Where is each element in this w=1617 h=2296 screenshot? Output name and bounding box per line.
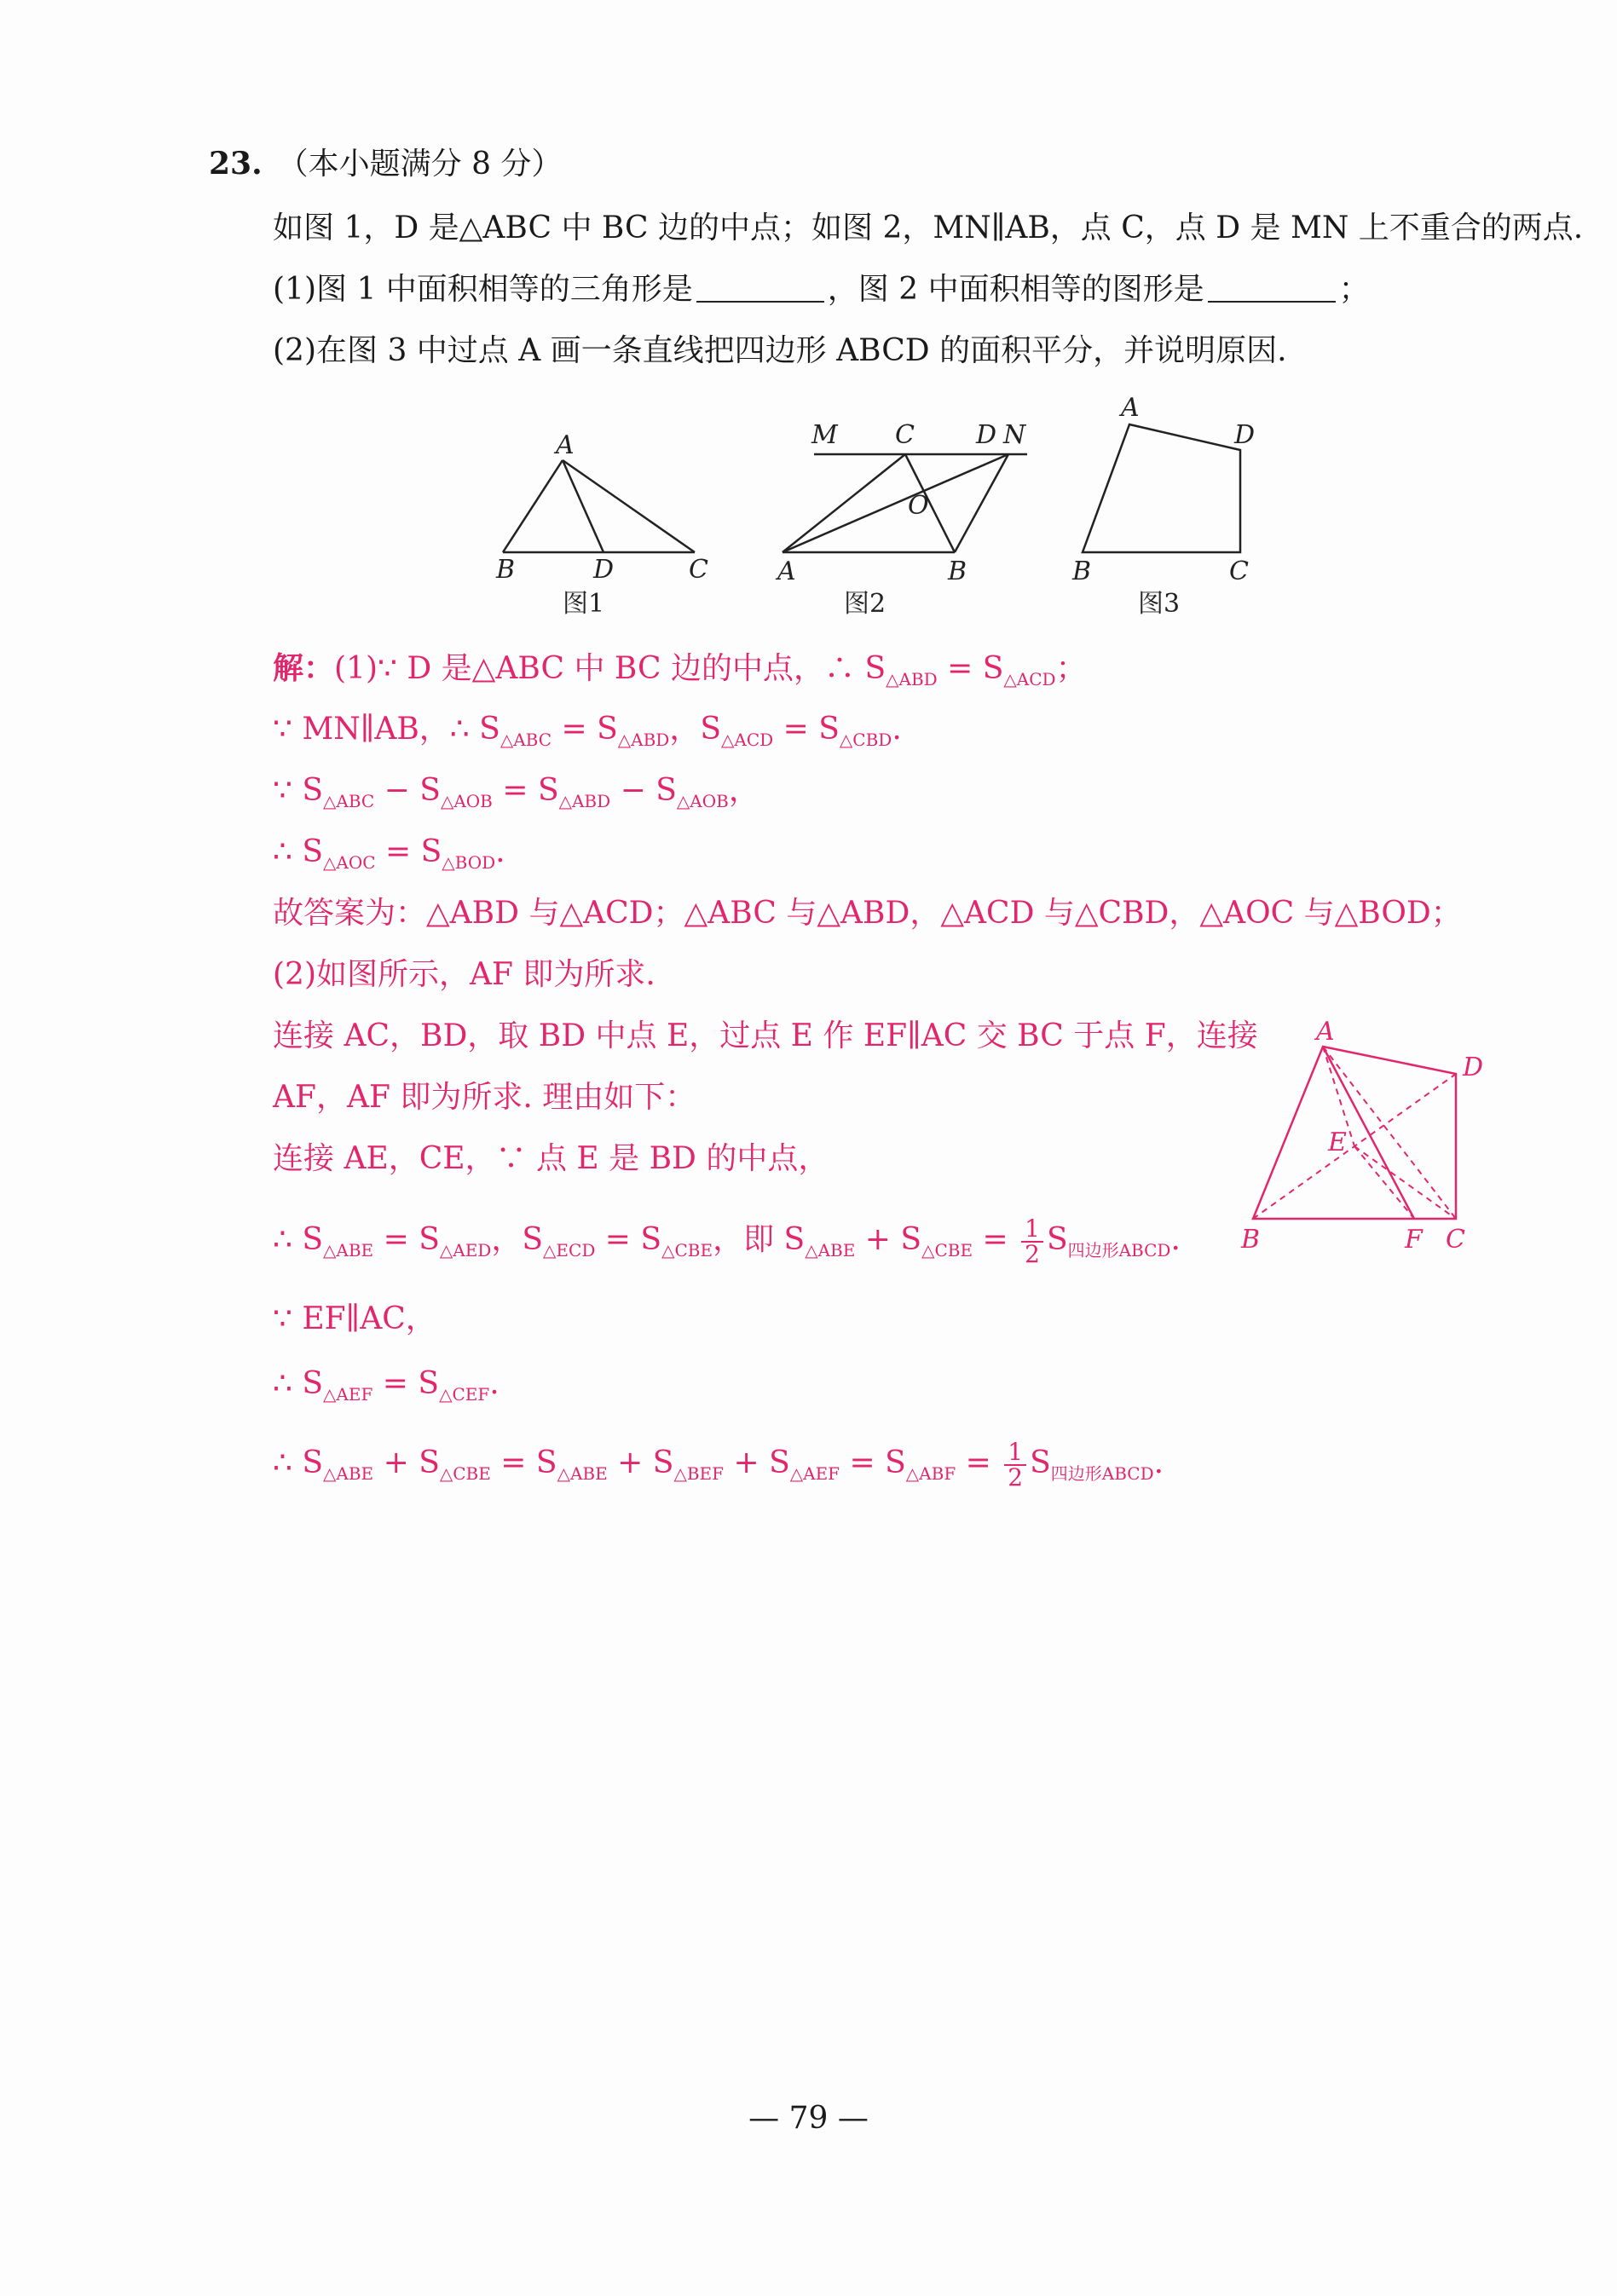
fig4-label-b: B [1241, 1225, 1261, 1255]
question-part1: (1)图 1 中面积相等的三角形是 ，图 2 中面积相等的图形是 ； [273, 272, 1370, 307]
question-header [209, 143, 562, 185]
fig4-label-a: A [1316, 1017, 1335, 1047]
fig2-label-o: O [908, 491, 929, 521]
solution-part2-3: AF，AF 即为所求. 理由如下： [273, 1080, 696, 1115]
question-intro: 如图 1，D 是△ABC 中 BC 边的中点；如图 2，MN∥AB，点 C，点 D 是 MN 上不重合的两点. [273, 211, 1584, 245]
fig2-label-m: M [811, 420, 838, 450]
fig2-label-a: A [777, 557, 796, 586]
solution-part2-8: ∴ $S_{\triangle ABE} + S_{\triangle CBE} = S_{\triangle ABE} + S_{\triangle BEF} + S_{\triangle AEF} = S_{\triangle ABF}$ = $\frac{1}{2}$ $S_{四边形ABCD}$. [273, 1438, 1164, 1491]
fraction-half: $\frac{1}{2}$ [1021, 1217, 1043, 1266]
answer-blank-1 [696, 275, 824, 303]
fig4-label-f: F [1405, 1225, 1423, 1255]
fig2-label-b: B [948, 557, 967, 586]
fig1-caption: 图1 [563, 589, 605, 619]
solution-line-4: ∴ $S_{\triangle AOC} = S_{\triangle BOD}$. [273, 834, 505, 873]
solution-answer: 故答案为：△ABD 与△ACD；△ABC 与△ABD，△ACD 与△CBD，△AOC 与△BOD； [273, 896, 1462, 931]
fig3-label-d: D [1234, 420, 1256, 450]
question-part2: (2)在图 3 中过点 A 画一条直线把四边形 ABCD 的面积平分，并说明原因. [273, 333, 1287, 368]
fig2-caption: 图2 [844, 589, 886, 619]
question-number: 23. [209, 146, 263, 182]
fig3-label-b: B [1072, 557, 1092, 586]
solution-line-3: ∵ $S_{\triangle ABC} - S_{\triangle AOB} = S_{\triangle ABD} - S_{\triangle AOB}$， [273, 773, 759, 811]
fig1-label-c: C [689, 555, 708, 585]
fig4-label-d: D [1463, 1053, 1484, 1082]
solution-line-2: ∵ MN∥AB，∴ $S_{\triangle ABC} = S_{\triangle ABD}$，$S_{\triangle ACD} = S_{\triangle CBD}$. [273, 712, 902, 750]
solution-line-1: 解：(1)∵ D 是△ABC 中 BC 边的中点，∴ $S_{\triangle ABD} = S_{\triangle ACD}$； [273, 650, 1087, 689]
fig3-label-a: A [1121, 393, 1140, 423]
fig4-label-e: E [1328, 1128, 1347, 1157]
solution-part2-5: ∴ $S_{\triangle ABE} = S_{\triangle AED}$，$S_{\triangle ECD} = S_{\triangle CBE}$，即 $S_{\triangle ABE} + S_{\triangle CBE}$ = $\frac{1}{2}$ $S_{四边形ABCD}$. [273, 1214, 1181, 1268]
solution-figure [1227, 1014, 1500, 1278]
fig1-label-a: A [556, 430, 575, 460]
solution-part2-4: 连接 AE，CE，∵ 点 E 是 BD 的中点， [273, 1141, 829, 1176]
figure-3 [1065, 392, 1287, 622]
fig3-caption: 图3 [1138, 589, 1181, 619]
fig4-label-c: C [1446, 1225, 1465, 1255]
figure-2 [767, 420, 1048, 622]
solution-part2-7: ∴ $S_{\triangle AEF} = S_{\triangle CEF}$. [273, 1366, 500, 1405]
fig1-label-b: B [496, 555, 516, 585]
answer-blank-2 [1208, 275, 1336, 303]
fig3-label-c: C [1229, 557, 1249, 586]
score-note: （本小题满分 8 分） [277, 147, 563, 182]
solution-part2-2: 连接 AC，BD，取 BD 中点 E，过点 E 作 EF∥AC 交 BC 于点 F，连接 [273, 1018, 1258, 1053]
figure-1 [477, 426, 733, 622]
fig2-label-d: D [976, 420, 997, 450]
fraction-half: $\frac{1}{2}$ [1004, 1440, 1026, 1490]
page-number: — 79 — [748, 2101, 869, 2136]
fig1-label-d: D [593, 555, 615, 585]
solution-part2-6: ∵ EF∥AC， [273, 1301, 436, 1336]
fig2-label-c: C [895, 420, 915, 450]
solution-part2-1: (2)如图所示，AF 即为所求. [273, 957, 655, 992]
fig2-label-n: N [1003, 420, 1026, 450]
